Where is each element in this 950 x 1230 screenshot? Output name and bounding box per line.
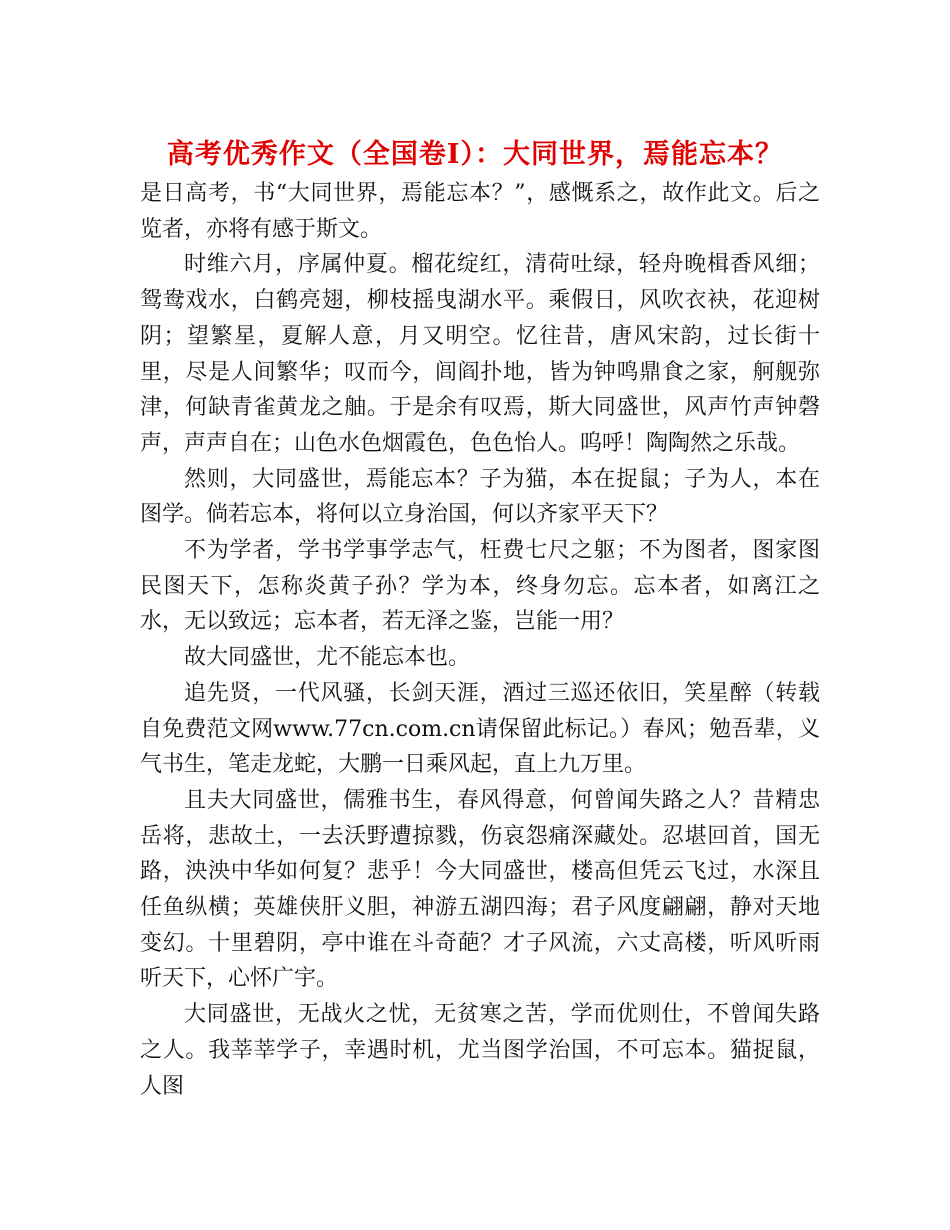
- paragraph-2: 时维六月，序属仲夏。榴花绽红，清荷吐绿，轻舟晚楫香风细；鸳鸯戏水，白鹤亮翅，柳枝摇曳湖水平。乘假日，风吹衣袂，花迎树阴；望繁星，夏解人意，月又明空。忆往昔，唐风宋韵，过长街十里，尽是人间繁华；叹而今，闾阎扑地，皆为钟鸣鼎食之家，舸舰弥津，何缺青雀黄龙之舳。于是余有叹焉，斯大同盛世，风声竹声钟磬声，声声自在；山色水色烟霞色，色色怡人。呜呼！陶陶然之乐哉。: [140, 252, 820, 456]
- essay-body: [140, 176, 820, 1104]
- paragraph-3: 然则，大同盛世，焉能忘本？子为猫，本在捉鼠；子为人，本在图学。倘若忘本，将何以立身治国，何以齐家平天下？: [140, 466, 820, 528]
- paragraph-6: 追先贤，一代风骚，长剑天涯，酒过三巡还依旧，笑星醉（转载自免费范文网www.77cn.com.cn请保留此标记。）春风；勉吾辈，义气书生，笔走龙蛇，大鹏一日乘风起，直上九万里。: [140, 680, 820, 778]
- paragraph-4: 不为学者，学书学事学志气，枉费七尺之躯；不为图者，图家图民图天下，怎称炎黄子孙？学为本，终身勿忘。忘本者，如离江之水，无以致远；忘本者，若无泽之鉴，岂能一用？: [140, 538, 820, 635]
- page-title: 高考优秀作文（全国卷Ⅰ）：大同世界，焉能忘本？: [166, 139, 784, 170]
- paragraph-5: 故大同盛世，尤不能忘本也。: [184, 645, 471, 671]
- paragraph-8: 大同盛世，无战火之忧，无贫寒之苦，学而优则仕，不曾闻失路之人。我莘莘学子，幸遇时机，尤当图学治国，不可忘本。猫捉鼠，人图: [140, 1002, 820, 1099]
- paragraph-1: 是日高考，书“大同世界，焉能忘本？”，感慨系之，故作此文。后之览者，亦将有感于斯文。: [140, 181, 820, 242]
- paragraph-7: 且夫大同盛世，儒雅书生，春风得意，何曾闻失路之人？昔精忠岳将，悲故土，一去沃野遭掠戮，伤哀怨痛深藏处。忍堪回首，国无路，泱泱中华如何复？悲乎！今大同盛世，楼高但凭云飞过，水深且任鱼纵横；英雄侠肝义胆，神游五湖四海；君子风度翩翩，静对天地变幻。十里碧阴，亭中谁在斗奇葩？才子风流，六丈高楼，听风听雨听天下，心怀广宇。: [140, 787, 820, 992]
